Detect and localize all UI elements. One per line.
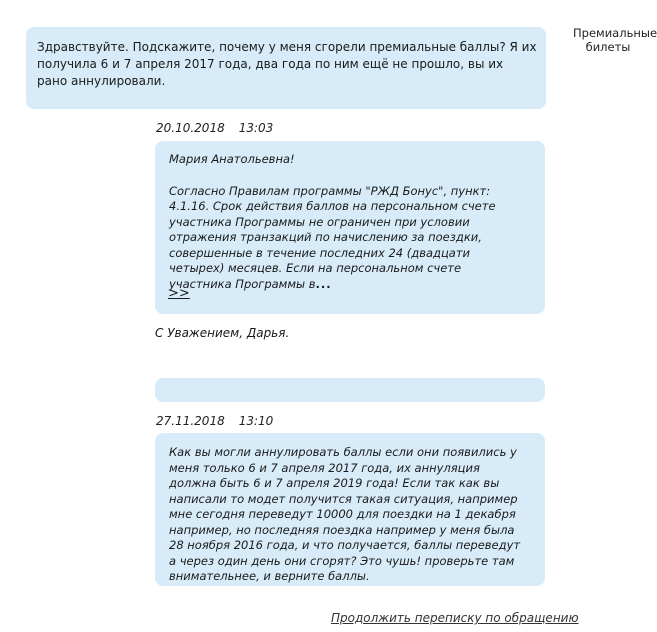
question-text: Здравствуйте. Подскажите, почему у меня сгорели премиальные баллы? Я их получила 6 и 7 апреля 2017 года, два года по ним ещё не прошло, вы их рано аннулировали. [37, 40, 537, 88]
reply-1-signature: С Уважением, Дарья. [155, 326, 290, 340]
expand-reply-link[interactable]: >> [168, 286, 190, 301]
reply-2-body: Как вы могли аннулировать баллы если они появились у меня только 6 и 7 апреля 2017 года, их аннуляция должна быть 6 и 7 апреля 2019 года! Если так как вы написали то модет получится такая ситуация, например мне сегодня переведут 10000 для поездки на 1 декабря например, но последняя поездка например у меня была 28 ноября 2016 года, и что получается, баллы переведут а через один день они сгорят? Это чушь! проверьте там внимательнее, и верните баллы. [169, 445, 521, 583]
reply-1-ellipsis: ... [315, 276, 332, 291]
continue-conversation-link[interactable]: Продолжить переписку по обращению [331, 611, 579, 625]
reply-2-time: 13:10 [238, 414, 274, 428]
reply-1-content [169, 152, 514, 292]
reply-2-meta [156, 414, 273, 428]
reply-1-greeting: Мария Анатольевна! [169, 152, 295, 166]
reply-1-time: 13:03 [238, 121, 274, 135]
empty-message-bubble [155, 378, 545, 402]
reply-1-date: 20.10.2018 [156, 121, 225, 135]
sidebar-line-1: Премиальные [573, 26, 657, 40]
question-bubble [26, 27, 546, 109]
reply-2-date: 27.11.2018 [156, 414, 225, 428]
reply-2-bubble [155, 433, 545, 586]
reply-1-bubble [155, 141, 545, 314]
reply-1-meta [156, 121, 273, 135]
sidebar-line-2: билеты [585, 40, 631, 54]
sidebar-premium-tickets[interactable] [573, 26, 657, 54]
reply-1-body: Согласно Правилам программы "РЖД Бонус", пункт: 4.1.16. Срок действия баллов на персональном счете участника Программы не ограничен при условии отражения транзакций по начислению за поездки, совершенные в течение последних 24 (двадцати четырех) месяцев. Если на персональном счете участника Программы в [169, 183, 496, 291]
